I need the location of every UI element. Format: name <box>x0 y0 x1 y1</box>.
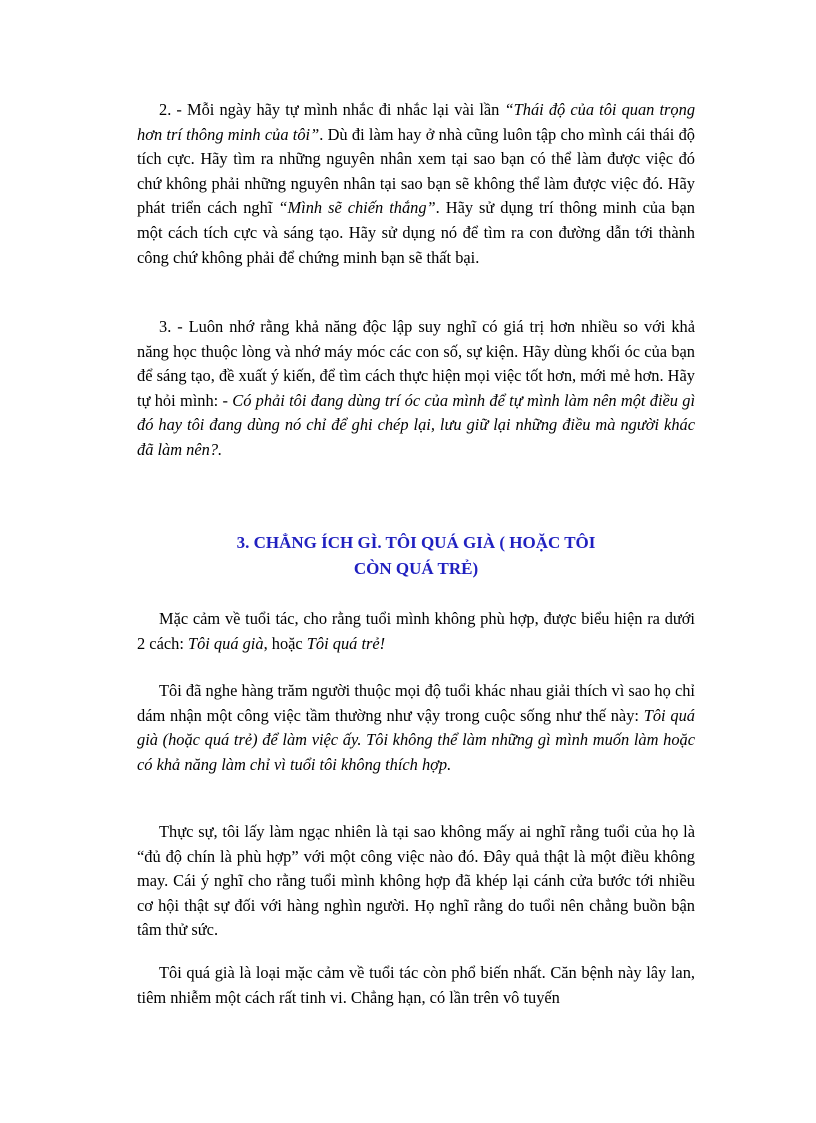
paragraph-excuses <box>137 679 695 777</box>
section-heading-line-1: 3. CHẲNG ÍCH GÌ. TÔI QUÁ GIÀ ( HOẶC TÔI <box>236 533 596 552</box>
paragraph-too-old <box>137 961 695 1010</box>
paragraph: Mặc cảm về tuổi tác, cho rằng tuổi mình không phù hợp, được biểu hiện ra dưới 2 cách: Tôi quá già, hoặc Tôi quá trẻ! <box>137 609 695 653</box>
paragraph: 3. - Luôn nhớ rằng khả năng độc lập suy nghĩ có giá trị hơn nhiều so với khả năng học thuộc lòng và nhớ máy móc các con số, sự kiện. Hãy dùng khối óc của bạn để sáng tạo, đề xuất ý kiến, để tìm cách thực hiện mọi việc tốt hơn, mới mẻ hơn. Hãy tự hỏi mình: - Có phải tôi đang dùng trí óc của mình để tự mình làm nên một điều gì đó hay tôi đang dùng nó chỉ để ghi chép lại, lưu giữ lại những điều mà người khác đã làm nên?. <box>137 317 696 459</box>
paragraph: Thực sự, tôi lấy làm ngạc nhiên là tại sao không mấy ai nghĩ rằng tuổi của họ là “đủ độ chín là phù hợp” với một công việc nào đó. Đây quả thật là một điều không may. Cái ý nghĩ cho rằng tuổi mình không hợp đã khép lại cánh cửa bước tới nhiều cơ hội thật sự đối với hàng nghìn người. Họ nghĩ rằng do tuổi nên chẳng buồn bận tâm thử sức. <box>137 822 695 940</box>
paragraph: Tôi đã nghe hàng trăm người thuộc mọi độ tuổi khác nhau giải thích vì sao họ chỉ dám nhận một công việc tầm thường như vậy trong cuộc sống như thế này: Tôi quá già (hoặc quá trẻ) để làm việc ấy. Tôi không thể làm những gì mình muốn làm hoặc có khả năng làm chỉ vì tuổi tôi không thích hợp. <box>137 681 695 774</box>
paragraph: Tôi quá già là loại mặc cảm về tuổi tác còn phổ biến nhất. Căn bệnh này lây lan, tiêm nhiễm một cách rất tinh vi. Chẳng hạn, có lần trên vô tuyến <box>137 963 695 1007</box>
section-heading <box>137 530 695 582</box>
paragraph-intro <box>137 607 695 656</box>
paragraph-tip-2 <box>137 98 695 270</box>
paragraph-surprise <box>137 820 695 943</box>
paragraph-tip-3 <box>137 315 695 463</box>
paragraph: 2. - Mỗi ngày hãy tự mình nhắc đi nhắc lại vài lần “Thái độ của tôi quan trọng hơn trí thông minh của tôi”. Dù đi làm hay ở nhà cũng luôn tập cho mình cái thái độ tích cực. Hãy tìm ra những nguyên nhân xem tại sao bạn có thể làm được việc đó chứ không phải những nguyên nhân tại sao bạn sẽ không thể làm được việc đó. Hãy phát triển cách nghĩ “Mình sẽ chiến thắng”. Hãy sử dụng trí thông minh của bạn một cách tích cực và sáng tạo. Hãy sử dụng nó để tìm ra con đường dẫn tới thành công chứ không phải để chứng minh bạn sẽ thất bại. <box>137 100 696 267</box>
section-heading-line-2: CÒN QUÁ TRẺ) <box>353 559 479 578</box>
